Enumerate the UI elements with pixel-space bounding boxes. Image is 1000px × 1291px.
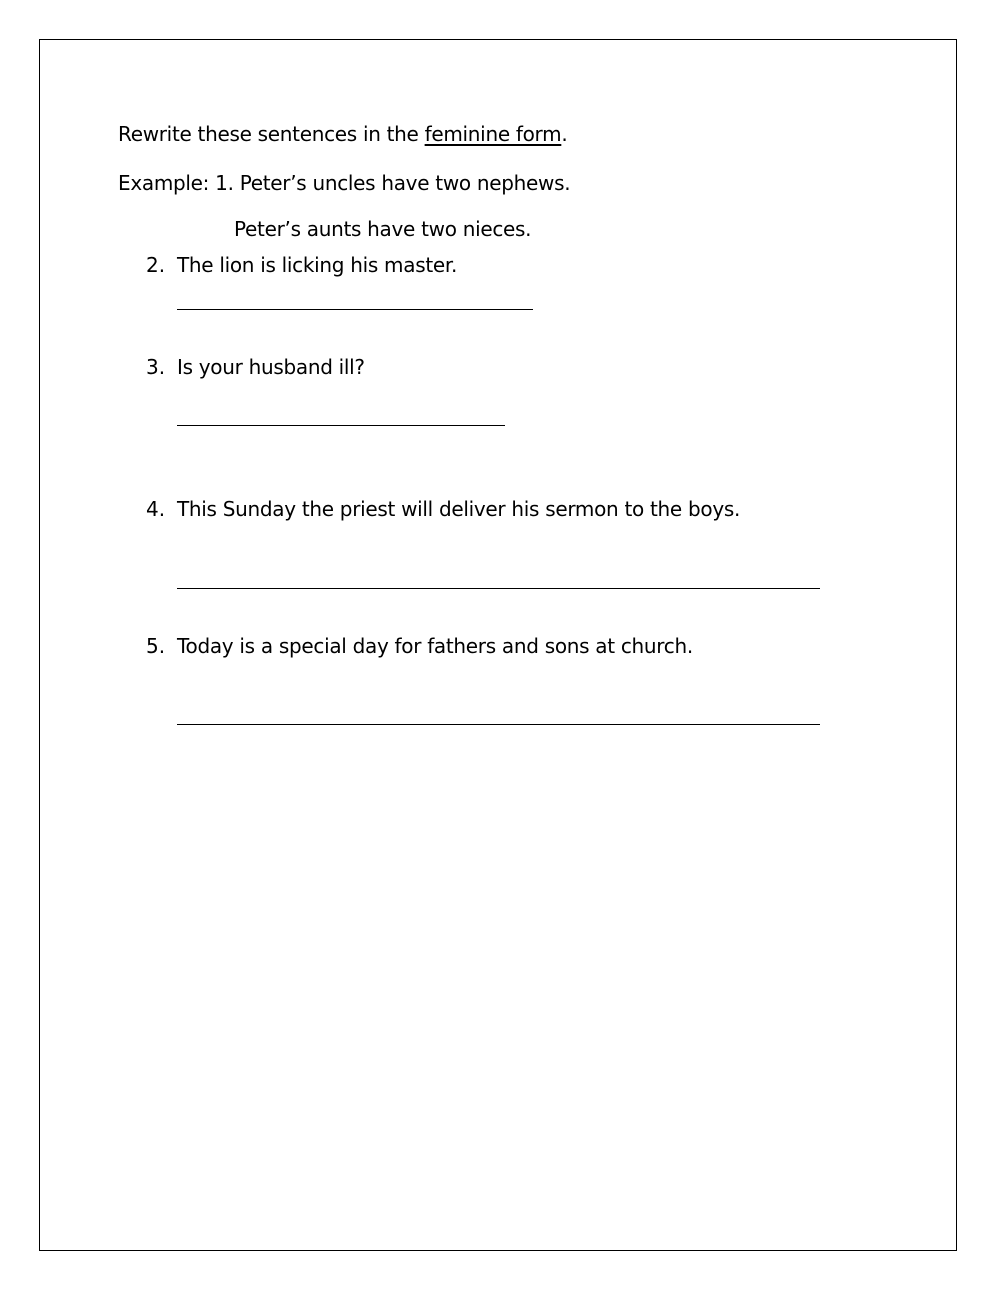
example-label: Example: 1. Peter’s uncles have two nephews. bbox=[118, 171, 571, 195]
question-text: Is your husband ill? bbox=[177, 355, 365, 379]
question-number: 5. bbox=[146, 634, 166, 658]
instruction-suffix: . bbox=[561, 122, 568, 146]
answer-line-4[interactable] bbox=[177, 588, 820, 589]
question-text: Today is a special day for fathers and sons at church. bbox=[177, 634, 693, 658]
question-number: 3. bbox=[146, 355, 166, 379]
instruction-prefix: Rewrite these sentences in the bbox=[118, 122, 425, 146]
answer-line-5[interactable] bbox=[177, 724, 820, 725]
question-number: 2. bbox=[146, 253, 166, 277]
instruction-emphasis: feminine form bbox=[424, 122, 562, 146]
question-number: 4. bbox=[146, 497, 166, 521]
instruction bbox=[118, 122, 567, 146]
question-text: This Sunday the priest will deliver his sermon to the boys. bbox=[177, 497, 741, 521]
answer-line-2[interactable] bbox=[177, 309, 533, 310]
answer-line-3[interactable] bbox=[177, 425, 505, 426]
question-text: The lion is licking his master. bbox=[177, 253, 458, 277]
example-answer: Peter’s aunts have two nieces. bbox=[234, 217, 532, 241]
